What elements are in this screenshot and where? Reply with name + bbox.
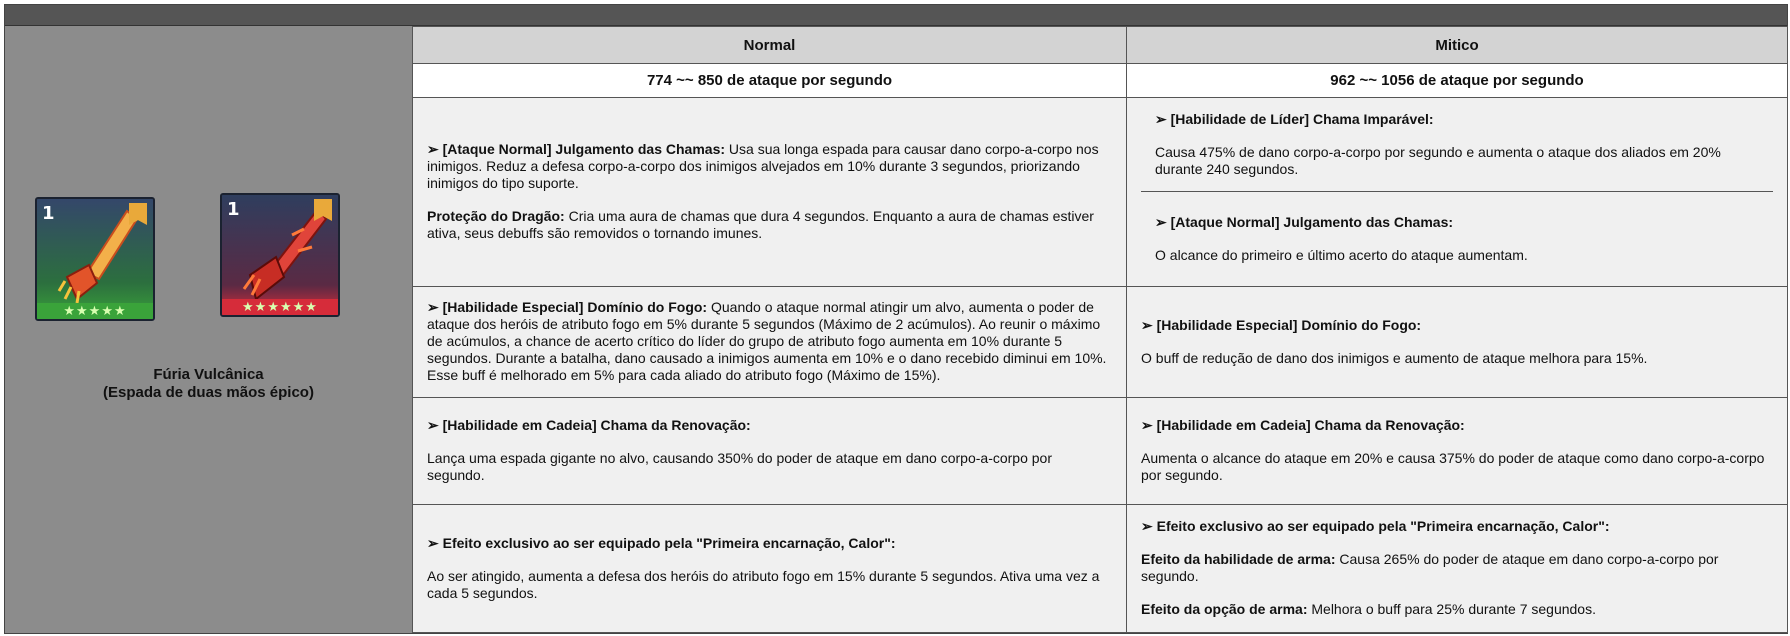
arrow-icon: ➢: [1141, 518, 1153, 535]
weapon-name-label: [5, 366, 412, 402]
skill-text: Ao ser atingido, aumenta a defesa dos heróis do atributo fogo em 15% durante 5 segundos. Ativa uma vez a cada 5 segundos.: [427, 567, 1100, 601]
skill-text: Usa sua longa espada para causar dano corpo-a-corpo nos inimigos. Reduz a defesa corpo-a-corpo dos inimigos alvejados em 10% durante 3 segundos, priorizando inimigos do tipo suporte.: [427, 141, 1099, 192]
weapon-normal-icon: [35, 197, 155, 321]
arrow-icon: ➢: [1141, 417, 1153, 434]
arrow-icon: ➢: [1155, 110, 1167, 127]
normal-header: Normal: [413, 27, 1127, 64]
skill-title: Efeito exclusivo ao ser equipado pela "Primeira encarnação, Calor":: [442, 534, 896, 551]
arrow-icon: ➢: [427, 141, 439, 158]
table-row: [413, 97, 1788, 286]
star-rating: ★★★★★: [37, 303, 153, 319]
skill-text: O alcance do primeiro e último acerto do ataque aumentam.: [1155, 246, 1528, 263]
normal-attack: 774 ~~ 850 de ataque por segundo: [413, 64, 1127, 97]
skill-text: Lança uma espada gigante no alvo, causando 350% do poder de ataque em dano corpo-a-corpo por segundo.: [427, 450, 1053, 484]
weapon-mythic-icon: [220, 193, 340, 317]
skill-title: Efeito da opção de arma:: [1141, 601, 1308, 618]
mythic-skill-cell: [1127, 286, 1788, 397]
arrow-icon: ➢: [1141, 316, 1153, 333]
skill-title: Efeito exclusivo ao ser equipado pela "Primeira encarnação, Calor":: [1156, 518, 1610, 535]
normal-skill-cell: [413, 97, 1127, 286]
mythic-skill-cell: [1127, 504, 1788, 632]
table-row: [413, 397, 1788, 504]
arrow-icon: ➢: [1155, 213, 1167, 230]
normal-skill-cell: [413, 397, 1127, 504]
skill-title: Efeito da habilidade de arma:: [1141, 551, 1336, 568]
skill-text: Quando o ataque normal atingir um alvo, aumenta o poder de ataque dos heróis de atributo fogo em 5% durante 5 segundos (Máximo de 2 acúmulos). Ao reunir o máximo de acúmulos, a chance de acerto crítico do líder do grupo de atributo fogo aumenta em 10% durante 5 segundos. Durante a batalha, dano causado a inimigos aumenta em 10% e o dano recebido diminui em 10%. Esse buff é melhorado em 5% para cada aliado do atributo fogo (Máximo de 15%).: [427, 299, 1107, 384]
top-bar: [5, 5, 1787, 26]
normal-skill-cell: [413, 286, 1127, 397]
skill-text: Causa 265% do poder de ataque em dano corpo-a-corpo por segundo.: [1141, 551, 1719, 585]
arrow-icon: ➢: [427, 534, 439, 551]
skill-text: Melhora o buff para 25% durante 7 segundos.: [1307, 601, 1596, 618]
mythic-attack: 962 ~~ 1056 de ataque por segundo: [1127, 64, 1788, 97]
skill-title: Proteção do Dragão:: [427, 208, 565, 225]
mythic-header: Mitico: [1127, 27, 1788, 64]
stats-grid: [412, 26, 1788, 633]
mythic-skill-cell: [1127, 97, 1788, 286]
attack-row: [413, 64, 1788, 97]
skill-title: [Ataque Normal] Julgamento das Chamas:: [1170, 213, 1454, 230]
level-badge: 1: [227, 199, 240, 220]
skill-text: O buff de redução de dano dos inimigos e aumento de ataque melhora para 15%.: [1141, 349, 1648, 366]
arrow-icon: ➢: [427, 299, 439, 316]
skill-text: Cria uma aura de chamas que dura 4 segundos. Enquanto a aura de chamas estiver ativa, seus debuffs são removidos o tornando imunes.: [427, 208, 1094, 242]
weapon-name: Fúria Vulcânica: [153, 366, 264, 383]
level-badge: 1: [42, 203, 55, 224]
skill-text: Aumenta o alcance do ataque em 20% e causa 375% do poder de ataque como dano corpo-a-corpo por segundo.: [1141, 450, 1765, 484]
mythic-skill-cell: [1127, 397, 1788, 504]
skill-title: [Habilidade Especial] Domínio do Fogo:: [1156, 316, 1422, 333]
table-row: [413, 286, 1788, 397]
weapon-table: [4, 4, 1788, 634]
normal-skill-cell: [413, 504, 1127, 632]
skill-title: [Habilidade Especial] Domínio do Fogo:: [442, 299, 708, 316]
skill-title: [Habilidade em Cadeia] Chama da Renovação:: [442, 417, 751, 434]
arrow-icon: ➢: [427, 417, 439, 434]
weapon-type: (Espada de duas mãos épico): [103, 384, 314, 401]
skill-title: [Ataque Normal] Julgamento das Chamas:: [442, 141, 726, 158]
header-row: [413, 27, 1788, 64]
table-row: [413, 504, 1788, 632]
skill-text: Causa 475% de dano corpo-a-corpo por segundo e aumenta o ataque dos aliados em 20% durante 240 segundos.: [1155, 143, 1721, 177]
weapon-column: [5, 26, 412, 633]
skill-title: [Habilidade de Líder] Chama Imparável:: [1170, 110, 1434, 127]
star-rating: ★★★★★★: [222, 299, 338, 315]
skill-title: [Habilidade em Cadeia] Chama da Renovação:: [1156, 417, 1465, 434]
